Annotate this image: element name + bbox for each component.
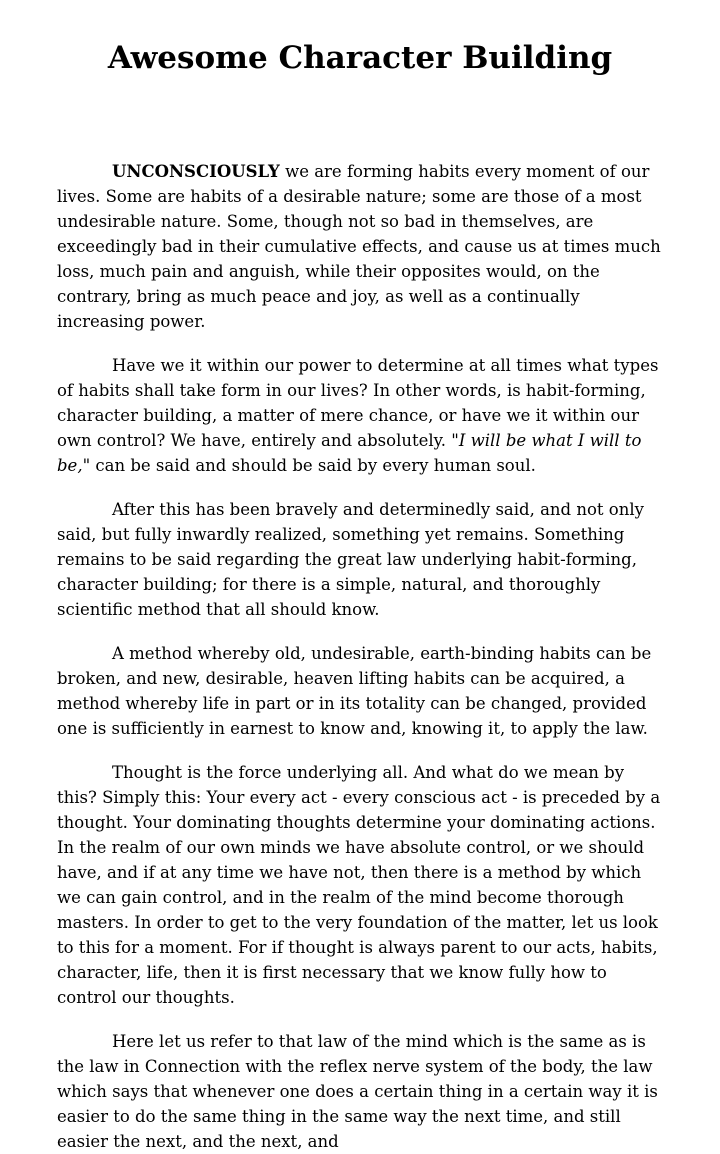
document-body <box>57 159 663 1154</box>
document-page <box>0 40 720 1152</box>
paragraph-1-text: we are forming habits every moment of our lives. Some are habits of a desirable nature; some are those of a most undesirable nature. Some, though not so bad in themselves, are exceedingly bad in their cumulative effects, and cause us at times much loss, much pain and anguish, while their opposites would, on the contrary, bring as much peace and joy, as well as a continually increasing power. <box>57 162 661 332</box>
paragraph-1 <box>57 159 663 334</box>
paragraph-6: Here let us refer to that law of the mind which is the same as is the law in Connection with the reflex nerve system of the body, the law which says that whenever one does a certain thing in a certain way it is easier to do the same thing in the same way the next time, and still easier the next, and the next, and <box>57 1032 658 1152</box>
paragraph-2-text-after-quote: " can be said and should be said by every human soul. <box>82 456 536 476</box>
page-title: Awesome Character Building <box>107 40 613 76</box>
paragraph-3: After this has been bravely and determinedly said, and not only said, but fully inwardly realized, something yet remains. Something remains to be said regarding the great law underlying habit-forming, character building; for there is a simple, natural, and thoroughly scientific method that all should know. <box>57 500 644 620</box>
lead-word-unconsciously: UNCONSCIOUSLY <box>112 162 280 182</box>
paragraph-2 <box>57 353 663 478</box>
paragraph-2-text-before-quote: Have we it within our power to determine at all times what types of habits shall take form in our lives? In other words, is habit-forming, character building, a matter of mere chance, or have we it within our own control? We have, entirely and absolutely. " <box>57 356 659 451</box>
italic-quote: I will be what I will to be, <box>57 431 642 476</box>
paragraph-5: Thought is the force underlying all. And what do we mean by this? Simply this: Your every act - every conscious act - is preceded by a thought. Your dominating thoughts determine your dominating actions. In the realm of our own minds we have absolute control, or we should have, and if at any time we have not, then there is a method by which we can gain control, and in the realm of the mind become thorough masters. In order to get to the very foundation of the matter, let us look to this for a moment. For if thought is always parent to our acts, habits, character, life, then it is first necessary that we know fully how to control our thoughts. <box>57 763 661 1008</box>
paragraph-4: A method whereby old, undesirable, earth-binding habits can be broken, and new, desirable, heaven lifting habits can be acquired, a method whereby life in part or in its totality can be changed, provided one is sufficiently in earnest to know and, knowing it, to apply the law. <box>57 644 652 739</box>
